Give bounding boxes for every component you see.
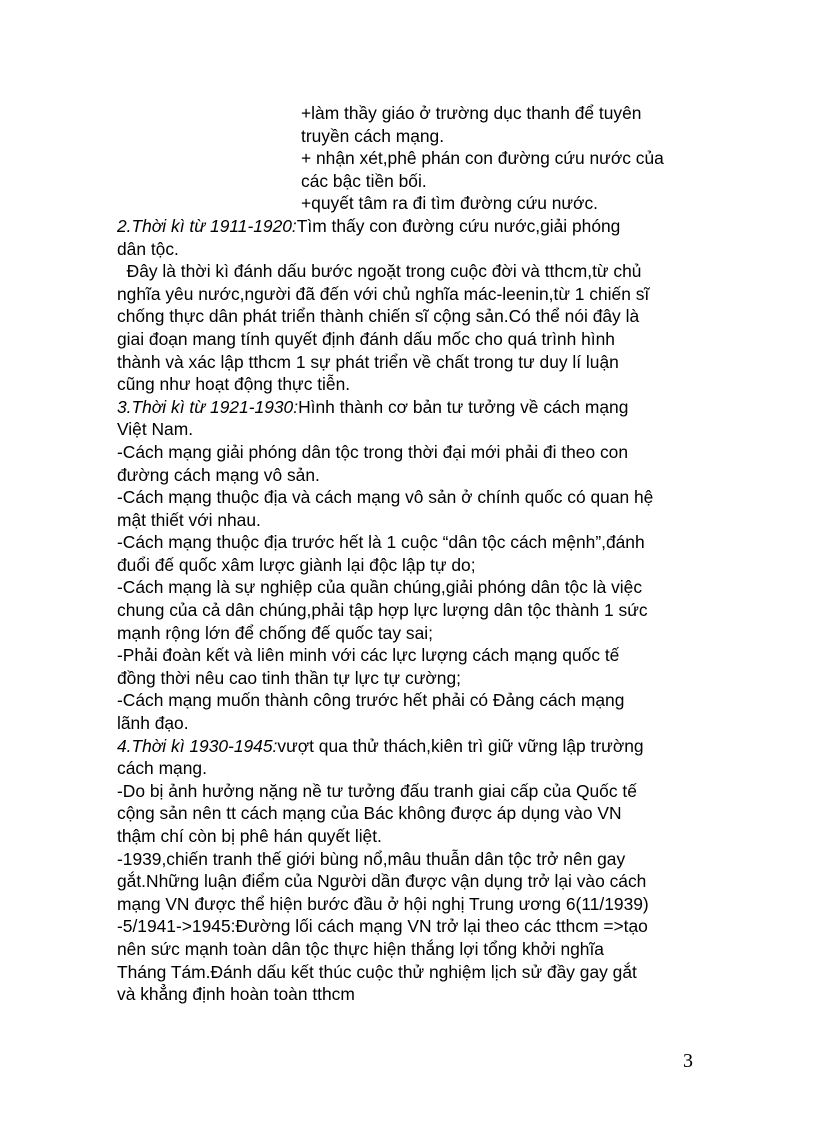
section-heading-4 xyxy=(117,735,712,758)
text-line: thành và xác lập tthcm 1 sự phát triển về chất trong tư duy lí luận xyxy=(117,351,619,372)
text-line: Tháng Tám.Đánh dấu kết thúc cuộc thử nghiệm lịch sử đầy gay gắt xyxy=(117,961,637,982)
text-line: +làm thầy giáo ở trường dục thanh để tuyên xyxy=(301,103,642,123)
text-line: Việt Nam. xyxy=(117,419,194,440)
text-line: -Do bị ảnh hưởng nặng nề tư tưởng đấu tranh giai cấp của Quốc tế xyxy=(117,780,637,801)
text-line: lãnh đạo. xyxy=(117,713,189,734)
section-title: Tìm thấy con đường cứu nước,giải phóng xyxy=(296,215,621,236)
text-line: mạng VN được thể hiện bước đầu ở hội nghị Trung ương 6(11/1939) xyxy=(117,893,649,914)
section-title: Hình thành cơ bản tư tưởng về cách mạng xyxy=(298,396,629,417)
text-line: -1939,chiến tranh thế giới bùng nổ,mâu thuẫn dân tộc trở nên gay xyxy=(117,848,626,869)
section-title: vượt qua thử thách,kiên trì giữ vững lập trường xyxy=(277,735,644,756)
text-line: -Cách mạng giải phóng dân tộc trong thời đại mới phải đi theo con xyxy=(117,441,629,462)
text-line: nghĩa yêu nước,người đã đến với chủ nghĩa mác-leenin,từ 1 chiến sĩ xyxy=(117,283,650,304)
text-line: cũng như hoạt động thực tiễn. xyxy=(117,374,351,395)
text-line: -Cách mạng muốn thành công trước hết phải có Đảng cách mạng xyxy=(117,690,625,711)
text-line: đuổi đế quốc xâm lược giành lại độc lập tự do; xyxy=(117,554,476,575)
text-line: đường cách mạng vô sản. xyxy=(117,464,320,485)
text-line: Đây là thời kì đánh dấu bước ngoặt trong cuộc đời và tthcm,từ chủ xyxy=(117,261,642,282)
text-line: cách mạng. xyxy=(117,758,207,779)
text-line: gắt.Những luận điểm của Người dần được vận dụng trở lại vào cách xyxy=(117,871,647,892)
text-line: truyền cách mạng. xyxy=(301,125,445,146)
text-line: thậm chí còn bị phê hán quyết liệt. xyxy=(117,826,382,846)
text-line: cộng sản nên tt cách mạng của Bác không được áp dụng vào VN xyxy=(117,803,622,824)
section-label: 2.Thời kì từ 1911-1920: xyxy=(117,215,297,236)
text-line: giai đoạn mang tính quyết định đánh dấu mốc cho quá trình hình xyxy=(117,328,615,349)
page-number: 3 xyxy=(683,1050,693,1072)
text-line: dân tộc. xyxy=(117,238,179,259)
text-line: -Cách mạng là sự nghiệp của quần chúng,giải phóng dân tộc là việc xyxy=(117,577,643,598)
text-line: -Cách mạng thuộc địa trước hết là 1 cuộc “dân tộc cách mệnh”,đánh xyxy=(117,532,645,553)
text-line: chung của cả dân chúng,phải tập hợp lực lượng dân tộc thành 1 sức xyxy=(117,600,648,621)
text-line: + nhận xét,phê phán con đường cứu nước của xyxy=(301,148,664,169)
text-line: chống thực dân phát triển thành chiến sĩ cộng sản.Có thể nói đây là xyxy=(117,306,640,327)
text-line: và khẳng định hoàn toàn tthcm xyxy=(117,984,355,1005)
text-line: -5/1941->1945:Đường lối cách mạng VN trở lại theo các tthcm =>tạo xyxy=(117,916,648,937)
text-line: các bậc tiền bối. xyxy=(301,170,427,191)
body-text xyxy=(117,102,712,1006)
text-line: đồng thời nêu cao tinh thần tự lực tự cường; xyxy=(117,667,461,688)
text-line: nên sức mạnh toàn dân tộc thực hiện thắng lợi tổng khởi nghĩa xyxy=(117,938,604,959)
text-line: -Cách mạng thuộc địa và cách mạng vô sản ở chính quốc có quan hệ xyxy=(117,487,654,508)
section-label: 3.Thời kì từ 1921-1930: xyxy=(117,396,299,417)
text-line: mật thiết với nhau. xyxy=(117,509,261,530)
section-label: 4.Thời kì 1930-1945: xyxy=(117,735,278,756)
section-heading-2 xyxy=(117,215,712,238)
text-line: mạnh rộng lớn để chống đế quốc tay sai; xyxy=(117,622,433,643)
section-heading-3 xyxy=(117,396,712,419)
text-line: -Phải đoàn kết và liên minh với các lực lượng cách mạng quốc tế xyxy=(117,645,620,666)
text-line: +quyết tâm ra đi tìm đường cứu nước. xyxy=(301,193,598,214)
